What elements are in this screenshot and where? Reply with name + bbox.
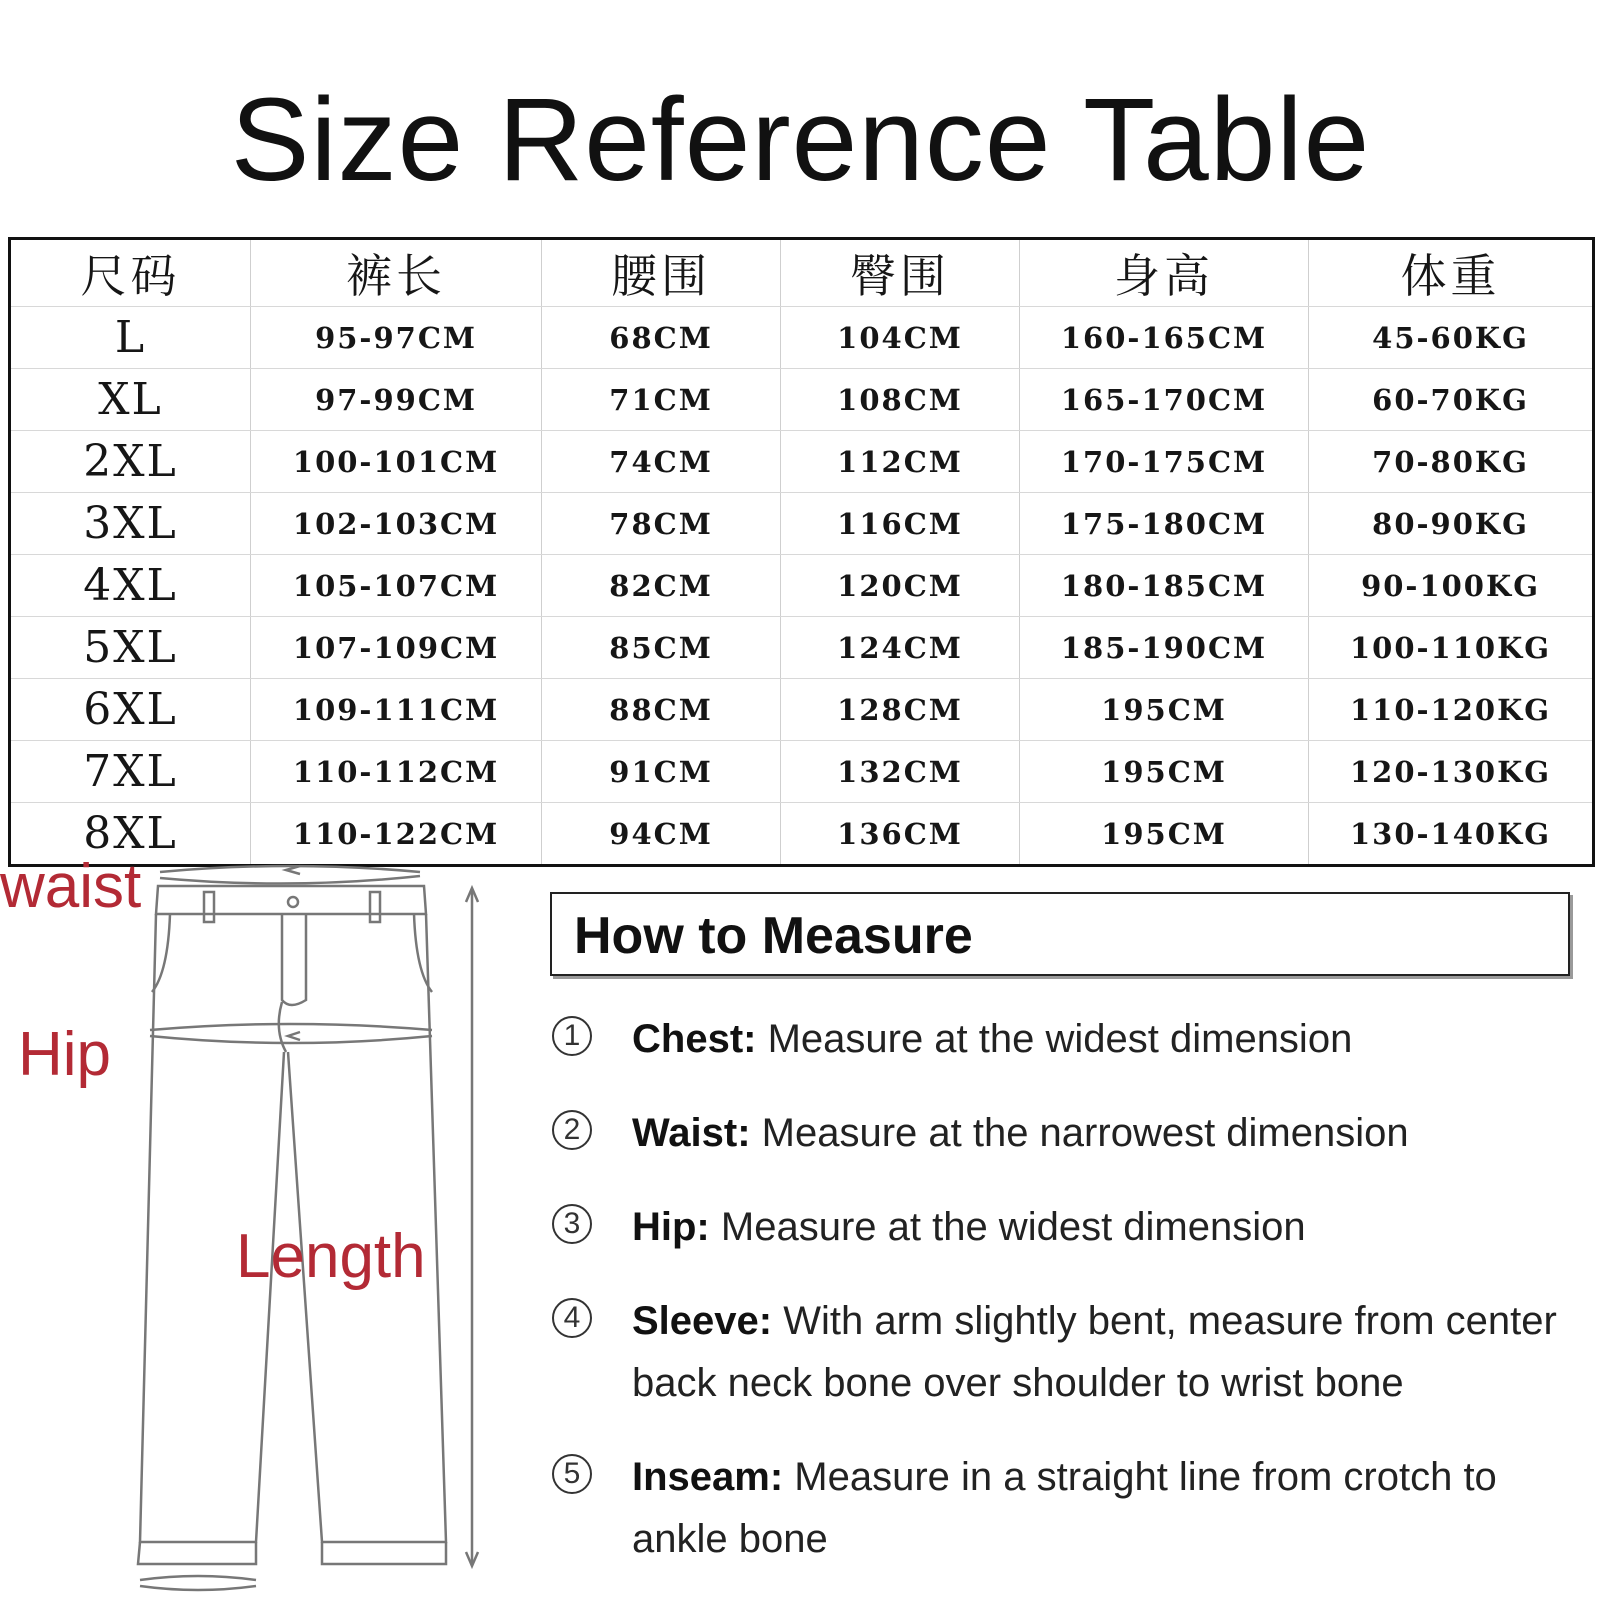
hip-label: Hip <box>18 1020 112 1089</box>
cell-pants-length: 109-111CM <box>251 679 542 741</box>
step-number-icon: 3 <box>552 1204 592 1244</box>
size-reference-table <box>8 237 1595 867</box>
cell-weight: 120-130KG <box>1309 741 1594 803</box>
table-row <box>10 617 1594 679</box>
cell-weight: 80-90KG <box>1309 493 1594 555</box>
cell-weight: 70-80KG <box>1309 431 1594 493</box>
cell-size: 6XL <box>10 679 251 741</box>
cell-pants-length: 105-107CM <box>251 555 542 617</box>
step-number-icon: 1 <box>552 1016 592 1056</box>
cell-size: 2XL <box>10 431 251 493</box>
header-height: 身高 <box>1020 239 1309 307</box>
step-description: Measure in a straight line from crotch to ankle bone <box>632 1455 1497 1561</box>
step-description: Measure at the widest dimension <box>756 1017 1353 1061</box>
page-title: Size Reference Table <box>230 74 1371 206</box>
cell-waist: 91CM <box>542 741 781 803</box>
cell-height: 175-180CM <box>1020 493 1309 555</box>
cell-waist: 82CM <box>542 555 781 617</box>
cell-height: 195CM <box>1020 679 1309 741</box>
step-key: Sleeve: <box>632 1299 773 1343</box>
table-row <box>10 493 1594 555</box>
cell-size: L <box>10 307 251 369</box>
cell-height: 165-170CM <box>1020 369 1309 431</box>
step-number-icon: 2 <box>552 1110 592 1150</box>
cell-size: XL <box>10 369 251 431</box>
cell-height: 170-175CM <box>1020 431 1309 493</box>
cell-size: 3XL <box>10 493 251 555</box>
cell-hip: 116CM <box>781 493 1020 555</box>
cell-hip: 132CM <box>781 741 1020 803</box>
table-row <box>10 369 1594 431</box>
cell-height: 195CM <box>1020 803 1309 866</box>
cell-weight: 100-110KG <box>1309 617 1594 679</box>
cell-hip: 124CM <box>781 617 1020 679</box>
step-text <box>632 1008 1572 1070</box>
cell-pants-length: 110-112CM <box>251 741 542 803</box>
step-key: Hip: <box>632 1205 710 1249</box>
cell-size: 8XL <box>83 808 178 859</box>
waist-label: waist <box>0 852 142 921</box>
length-label: Length <box>236 1222 426 1291</box>
cell-size: 5XL <box>10 617 251 679</box>
cell-pants-length: 95-97CM <box>251 307 542 369</box>
header-pants-length: 裤长 <box>251 239 542 307</box>
cell-weight: 45-60KG <box>1309 307 1594 369</box>
step-text <box>632 1102 1572 1164</box>
step-key: Chest: <box>632 1017 757 1061</box>
step-text <box>632 1446 1572 1570</box>
cell-waist: 94CM <box>542 803 781 866</box>
cell-size: 4XL <box>10 555 251 617</box>
header-hip: 臀围 <box>781 239 1020 307</box>
step-description: Measure at the widest dimension <box>709 1205 1306 1249</box>
cell-pants-length: 107-109CM <box>251 617 542 679</box>
cell-height: 195CM <box>1020 741 1309 803</box>
step-number-icon: 5 <box>552 1454 592 1494</box>
table-row <box>10 679 1594 741</box>
cell-size: 7XL <box>10 741 251 803</box>
table-row <box>10 307 1594 369</box>
cell-height: 180-185CM <box>1020 555 1309 617</box>
cell-hip: 112CM <box>781 431 1020 493</box>
header-waist: 腰围 <box>542 239 781 307</box>
cell-height: 160-165CM <box>1020 307 1309 369</box>
step-description: With arm slightly bent, measure from center back neck bone over shoulder to wrist bone <box>632 1299 1557 1405</box>
table-row <box>10 431 1594 493</box>
cell-weight: 110-120KG <box>1309 679 1594 741</box>
cell-waist: 85CM <box>542 617 781 679</box>
cell-pants-length: 102-103CM <box>251 493 542 555</box>
cell-waist: 74CM <box>542 431 781 493</box>
cell-hip: 108CM <box>781 369 1020 431</box>
cell-hip: 136CM <box>781 803 1020 866</box>
cell-waist: 71CM <box>542 369 781 431</box>
step-text <box>632 1196 1572 1258</box>
step-text <box>632 1290 1572 1414</box>
cell-waist: 88CM <box>542 679 781 741</box>
how-to-measure-header <box>550 892 1570 976</box>
cell-weight: 60-70KG <box>1309 369 1594 431</box>
cell-waist: 68CM <box>542 307 781 369</box>
how-to-measure-title: How to Measure <box>574 907 973 965</box>
cell-waist: 78CM <box>542 493 781 555</box>
pants-diagram <box>0 852 520 1601</box>
cell-pants-length: 97-99CM <box>251 369 542 431</box>
cell-hip: 104CM <box>781 307 1020 369</box>
step-description: Measure at the narrowest dimension <box>750 1111 1409 1155</box>
cell-hip: 120CM <box>781 555 1020 617</box>
table-row <box>10 741 1594 803</box>
cell-weight: 90-100KG <box>1309 555 1594 617</box>
cell-hip: 128CM <box>781 679 1020 741</box>
cell-pants-length: 100-101CM <box>251 431 542 493</box>
step-key: Waist: <box>632 1111 751 1155</box>
header-size: 尺码 <box>10 239 251 307</box>
table-row <box>10 555 1594 617</box>
cell-height: 185-190CM <box>1020 617 1309 679</box>
step-key: Inseam: <box>632 1455 784 1499</box>
step-number-icon: 4 <box>552 1298 592 1338</box>
cell-pants-length: 110-122CM <box>251 803 542 866</box>
cell-weight: 130-140KG <box>1309 803 1594 866</box>
header-weight: 体重 <box>1309 239 1594 307</box>
table-header-row <box>10 239 1594 307</box>
